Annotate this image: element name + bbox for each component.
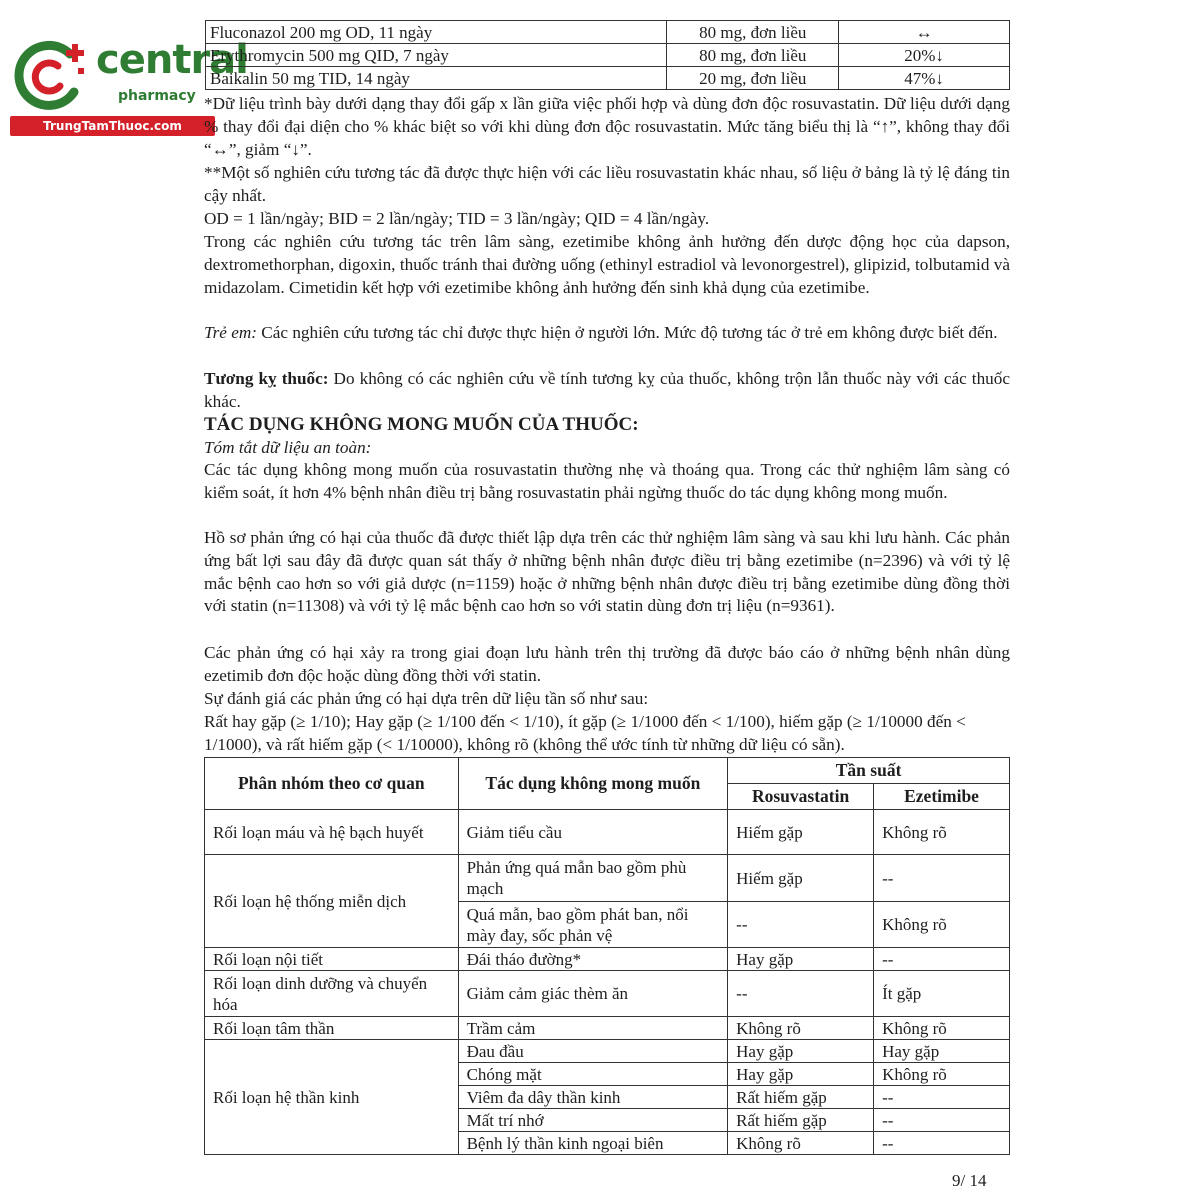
ezetimibe-cell: Không rõ	[874, 1017, 1010, 1040]
effect-cell: Phản ứng quá mẫn bao gồm phù mạch	[458, 855, 728, 902]
brand-subtitle: pharmacy	[118, 88, 196, 104]
table-cell: 47%↓	[839, 67, 1010, 90]
footnote-doses: **Một số nghiên cứu tương tác đã được thực hiện với các liều rosuvastatin khác nhau, số liệu ở bảng là tỷ lệ đáng tin cậy nhất.	[204, 163, 1010, 205]
rosuvastatin-cell: --	[728, 971, 874, 1017]
column-header-frequency: Tần suất	[728, 758, 1010, 784]
safety-paragraph: Các tác dụng không mong muốn của rosuvastatin thường nhẹ và thoáng qua. Trong các thử nghiệm lâm sàng có kiểm soát, ít hơn 4% bệnh nhân điều trị bằng rosuvastatin phải ngừng thuốc do tác dụng không mong muốn.	[204, 460, 1010, 502]
brand-logo	[10, 36, 248, 136]
column-header-organ: Phân nhóm theo cơ quan	[205, 758, 459, 810]
table-cell: 20%↓	[839, 44, 1010, 67]
column-header-ezetimibe: Ezetimibe	[874, 784, 1010, 810]
organ-cell: Rối loạn hệ thống miễn dịch	[205, 855, 459, 948]
rosuvastatin-cell: Hay gặp	[728, 1040, 874, 1063]
children-text: Các nghiên cứu tương tác chỉ được thực hiện ở người lớn. Mức độ tương tác ở trẻ em không được biết đến.	[257, 323, 998, 342]
footnote-fold-change: *Dữ liệu trình bày dưới dạng thay đổi gấp x lần giữa việc phối hợp và dùng đơn độc rosuvastatin. Dữ liệu dưới dạng % thay đổi đại diện cho % khác biệt so với khi dùng đơn độc rosuvastatin. Mức tăng biểu thị là “↑”, không thay đổi “↔”, giảm “↓”.	[204, 94, 1010, 159]
safety-summary-label: Tóm tắt dữ liệu an toàn:	[204, 438, 372, 457]
page-number: 9/ 14	[952, 1171, 987, 1190]
pharmacy-cross-logo-icon	[10, 36, 94, 116]
table-cell: Erythromycin 500 mg QID, 7 ngày	[206, 44, 667, 67]
table-row	[205, 948, 1010, 971]
effect-cell: Giảm tiểu cầu	[458, 810, 728, 855]
table-row	[206, 21, 1010, 44]
effect-cell: Giảm cảm giác thèm ăn	[458, 971, 728, 1017]
table-row	[205, 971, 1010, 1017]
organ-cell: Rối loạn tâm thần	[205, 1017, 459, 1040]
table-cell: ↔	[839, 21, 1010, 44]
table-cell: 80 mg, đơn liều	[667, 44, 839, 67]
column-header-effect: Tác dụng không mong muốn	[458, 758, 728, 810]
dosing-abbreviations: OD = 1 lần/ngày; BID = 2 lần/ngày; TID = 3 lần/ngày; QID = 4 lần/ngày.	[204, 209, 710, 228]
ezetimibe-cell: --	[874, 855, 1010, 902]
brand-name: central	[96, 37, 248, 83]
children-paragraph	[204, 322, 1010, 345]
ezetimibe-cell: Không rõ	[874, 1063, 1010, 1086]
effect-cell: Trầm cảm	[458, 1017, 728, 1040]
frequency-intro: Sự đánh giá các phản ứng có hại dựa trên dữ liệu tần số như sau:	[204, 689, 649, 708]
effect-cell: Mất trí nhớ	[458, 1109, 728, 1132]
effect-cell: Viêm đa dây thần kinh	[458, 1086, 728, 1109]
table-row	[205, 855, 1010, 902]
compatibility-paragraph	[204, 368, 1010, 414]
effect-cell: Đau đầu	[458, 1040, 728, 1063]
rosuvastatin-cell: Rất hiếm gặp	[728, 1086, 874, 1109]
compatibility-text: Do không có các nghiên cứu về tính tương kỵ của thuốc, không trộn lẫn thuốc này với các thuốc khác.	[204, 369, 1010, 411]
ezetimibe-cell: Ít gặp	[874, 971, 1010, 1017]
organ-cell: Rối loạn máu và hệ bạch huyết	[205, 810, 459, 855]
table-row	[205, 1017, 1010, 1040]
profile-paragraph: Hồ sơ phản ứng có hại của thuốc đã được thiết lập dựa trên các thử nghiệm lâm sàng và sau khi lưu hành. Các phản ứng bất lợi sau đây đã được quan sát thấy ở những bệnh nhân được điều trị bằng ezetimibe (n=2396) và với tỷ lệ mắc bệnh cao hơn so với giả dược (n=1159) hoặc ở những bệnh nhân được điều trị bằng ezetimibe dùng đồng thời với statin (n=11308) và với tỷ lệ mắc bệnh cao hơn so với statin dùng đơn trị liệu (n=9361).	[204, 528, 1010, 616]
ezetimibe-cell: Hay gặp	[874, 1040, 1010, 1063]
organ-cell: Rối loạn hệ thần kinh	[205, 1040, 459, 1155]
rosuvastatin-cell: Hiếm gặp	[728, 810, 874, 855]
effect-cell: Đái tháo đường*	[458, 948, 728, 971]
table-row	[205, 1040, 1010, 1063]
table-cell: Baikalin 50 mg TID, 14 ngày	[206, 67, 667, 90]
frequency-definitions: Rất hay gặp (≥ 1/10); Hay gặp (≥ 1/100 đến < 1/10), ít gặp (≥ 1/1000 đến < 1/100), hiếm gặp (≥ 1/10000 đến < 1/1000), và rất hiếm gặp (< 1/10000), không rõ (không thể ước tính từ những dữ liệu có sẵn).	[204, 712, 966, 754]
rosuvastatin-cell: Hay gặp	[728, 948, 874, 971]
postmarket-paragraph: Các phản ứng có hại xảy ra trong giai đoạn lưu hành trên thị trường đã được báo cáo ở những bệnh nhân dùng ezetimib đơn độc hoặc dùng đồng thời với statin.	[204, 643, 1010, 685]
rosuvastatin-cell: Rất hiếm gặp	[728, 1109, 874, 1132]
rosuvastatin-cell: Không rõ	[728, 1132, 874, 1155]
table-cell: 20 mg, đơn liều	[667, 67, 839, 90]
rosuvastatin-cell: Hay gặp	[728, 1063, 874, 1086]
table-cell: Fluconazol 200 mg OD, 11 ngày	[206, 21, 667, 44]
column-header-rosuvastatin: Rosuvastatin	[728, 784, 874, 810]
effect-cell: Bệnh lý thần kinh ngoại biên	[458, 1132, 728, 1155]
ezetimibe-cell: --	[874, 948, 1010, 971]
table-row	[206, 44, 1010, 67]
table-row	[205, 810, 1010, 855]
ezetimibe-cell: Không rõ	[874, 902, 1010, 948]
rosuvastatin-cell: --	[728, 902, 874, 948]
interaction-table	[205, 20, 1010, 90]
organ-cell: Rối loạn dinh dưỡng và chuyển hóa	[205, 971, 459, 1017]
interaction-paragraph: Trong các nghiên cứu tương tác trên lâm sàng, ezetimibe không ảnh hưởng đến dược động học của dapson, dextromethorphan, digoxin, thuốc tránh thai đường uống (ethinyl estradiol và levonorgestrel), glipizid, tolbutamid và midazolam. Cimetidin kết hợp với ezetimibe không ảnh hưởng đến sinh khả dụng của ezetimibe.	[204, 232, 1010, 297]
compatibility-label: Tương kỵ thuốc:	[204, 369, 329, 388]
ezetimibe-cell: --	[874, 1109, 1010, 1132]
rosuvastatin-cell: Không rõ	[728, 1017, 874, 1040]
brand-banner: TrungTamThuoc.com	[10, 116, 215, 136]
effect-cell: Chóng mặt	[458, 1063, 728, 1086]
table-cell: 80 mg, đơn liều	[667, 21, 839, 44]
table-row	[206, 67, 1010, 90]
section-heading: TÁC DỤNG KHÔNG MONG MUỐN CỦA THUỐC:	[204, 414, 639, 435]
ezetimibe-cell: Không rõ	[874, 810, 1010, 855]
organ-cell: Rối loạn nội tiết	[205, 948, 459, 971]
effect-cell: Quá mẫn, bao gồm phát ban, nổi mày đay, sốc phản vệ	[458, 902, 728, 948]
ezetimibe-cell: --	[874, 1132, 1010, 1155]
rosuvastatin-cell: Hiếm gặp	[728, 855, 874, 902]
children-label: Trẻ em:	[204, 323, 257, 342]
ezetimibe-cell: --	[874, 1086, 1010, 1109]
adverse-effects-table	[204, 757, 1010, 1155]
